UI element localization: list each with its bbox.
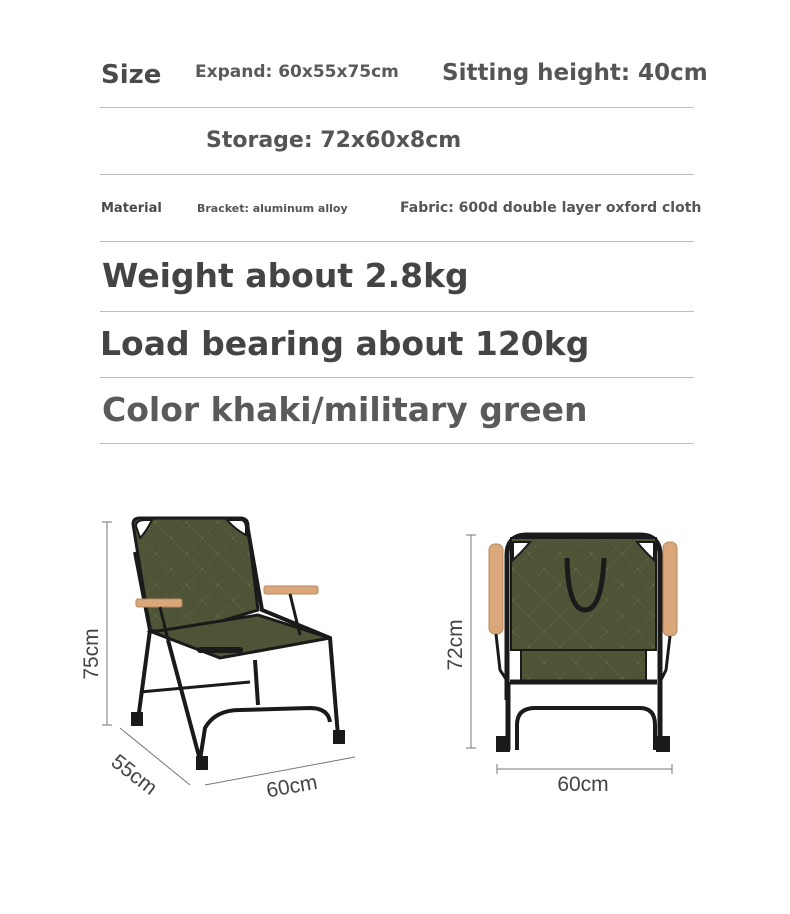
load-spec: Load bearing about 120kg xyxy=(100,324,590,363)
expand-dimensions: Expand: 60x55x75cm xyxy=(195,62,399,82)
storage-dimensions: Storage: 72x60x8cm xyxy=(206,128,462,153)
side-view-chair xyxy=(80,518,355,802)
size-label: Size xyxy=(101,60,162,90)
side-width-label: 60cm xyxy=(264,770,320,803)
sitting-height: Sitting height: 40cm xyxy=(442,60,708,86)
front-view-chair xyxy=(444,535,677,796)
chair-figures xyxy=(0,460,790,900)
divider xyxy=(100,174,694,175)
fabric-material: Fabric: 600d double layer oxford cloth xyxy=(400,200,702,216)
side-depth-label: 55cm xyxy=(106,750,162,800)
divider xyxy=(100,241,694,242)
front-height-label: 72cm xyxy=(444,619,467,671)
divider xyxy=(100,107,694,108)
divider xyxy=(100,443,694,444)
side-height-label: 75cm xyxy=(80,628,103,680)
color-spec: Color khaki/military green xyxy=(102,390,588,429)
front-width-label: 60cm xyxy=(557,773,609,796)
divider xyxy=(100,311,694,312)
bracket-material: Bracket: aluminum alloy xyxy=(197,202,348,215)
material-label: Material xyxy=(101,201,162,216)
divider xyxy=(100,377,694,378)
weight-spec: Weight about 2.8kg xyxy=(102,256,469,295)
